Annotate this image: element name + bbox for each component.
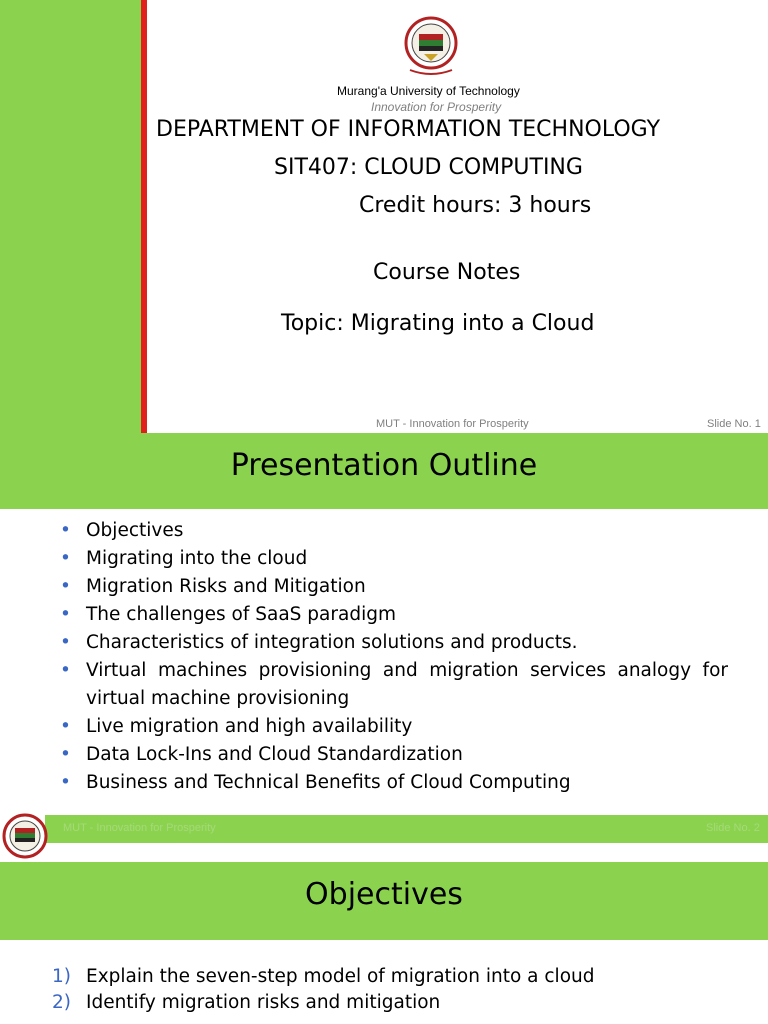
green-side-bar: [0, 0, 141, 433]
outline-item-text: Live migration and high availability: [86, 716, 413, 737]
outline-item: [60, 573, 728, 601]
outline-slide: [0, 433, 768, 798]
slide-footer-text: MUT - Innovation for Prosperity: [376, 418, 529, 430]
outline-item-text: Objectives: [86, 520, 184, 541]
slide-title: Objectives: [305, 877, 463, 912]
slide-footer-strip: [0, 815, 768, 843]
university-logo-small: [2, 813, 48, 859]
bullet-icon: •: [60, 576, 71, 597]
bullet-icon: •: [60, 520, 71, 541]
objectives-slide: [0, 862, 768, 1024]
slide-title: Presentation Outline: [230, 448, 538, 483]
course-code-title: SIT407: CLOUD COMPUTING: [274, 155, 583, 180]
objectives-list: [52, 964, 752, 1016]
bullet-icon: •: [60, 548, 71, 569]
objective-number: 2): [52, 992, 71, 1013]
outline-item: [60, 517, 728, 545]
slide-header: [0, 433, 768, 509]
bullet-icon: •: [60, 632, 71, 653]
outline-item: [60, 629, 728, 657]
outline-item-text: Virtual machines provisioning and migration services analogy for virtual machine provisioning: [86, 660, 728, 709]
title-slide: [0, 0, 768, 433]
outline-item-text: The challenges of SaaS paradigm: [86, 604, 396, 625]
bullet-icon: •: [60, 660, 71, 681]
objective-item: [52, 964, 752, 990]
outline-list: [60, 517, 728, 797]
university-tagline: Innovation for Prosperity: [371, 100, 502, 114]
slide-header: [0, 862, 768, 940]
red-divider-line: [141, 0, 147, 433]
outline-item: [60, 769, 728, 797]
slide-footer-text: MUT - Innovation for Prosperity: [63, 822, 216, 834]
slide-number: Slide No. 2: [706, 822, 760, 834]
outline-item: [60, 657, 728, 713]
slide-number: Slide No. 1: [707, 418, 761, 430]
bullet-icon: •: [60, 772, 71, 793]
outline-item: [60, 741, 728, 769]
objective-text: Explain the seven-step model of migration into a cloud: [86, 966, 595, 987]
objective-item: [52, 990, 752, 1016]
department-heading: DEPARTMENT OF INFORMATION TECHNOLOGY: [156, 117, 661, 142]
outline-item-text: Characteristics of integration solutions and products.: [86, 632, 578, 653]
course-notes-label: Course Notes: [373, 260, 521, 285]
outline-item: [60, 545, 728, 573]
topic-heading: Topic: Migrating into a Cloud: [281, 311, 595, 336]
university-name: Murang'a University of Technology: [337, 84, 520, 98]
outline-item: [60, 601, 728, 629]
credit-hours: Credit hours: 3 hours: [359, 193, 592, 218]
bullet-icon: •: [60, 604, 71, 625]
outline-item: [60, 713, 728, 741]
outline-item-text: Migrating into the cloud: [86, 548, 308, 569]
university-logo: [404, 16, 458, 78]
outline-item-text: Business and Technical Benefits of Cloud Computing: [86, 772, 571, 793]
objective-number: 1): [52, 966, 71, 987]
objective-text: Identify migration risks and mitigation: [86, 992, 441, 1013]
bullet-icon: •: [60, 744, 71, 765]
outline-item-text: Data Lock-Ins and Cloud Standardization: [86, 744, 463, 765]
outline-item-text: Migration Risks and Mitigation: [86, 576, 366, 597]
bullet-icon: •: [60, 716, 71, 737]
